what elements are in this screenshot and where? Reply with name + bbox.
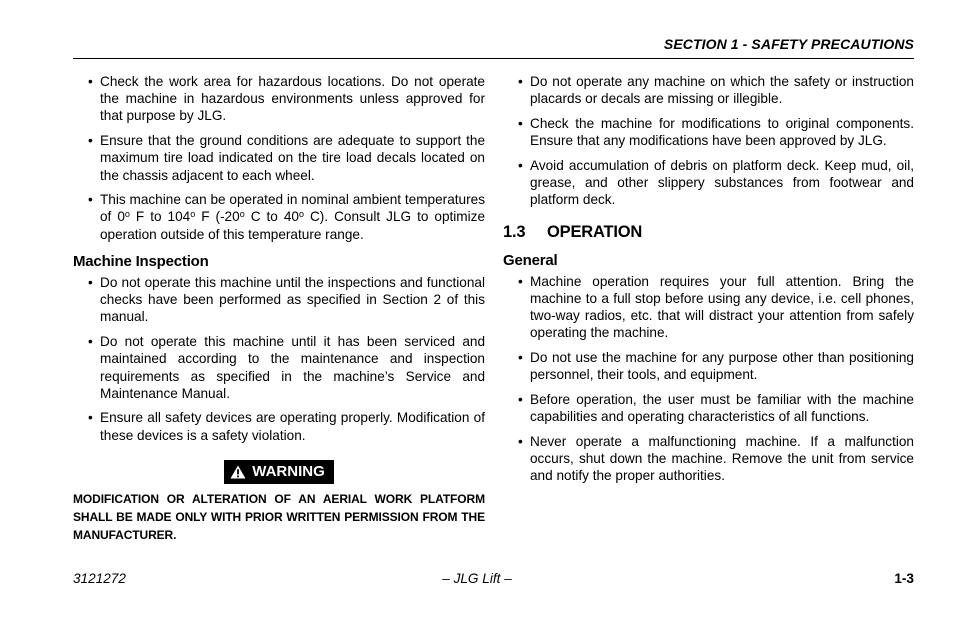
- general-list: [503, 273, 914, 485]
- machine-inspection-heading: Machine Inspection: [73, 252, 209, 270]
- degree-mark: o: [124, 209, 130, 220]
- section-header: SECTION 1 - SAFETY PRECAUTIONS: [663, 36, 914, 52]
- bullet: •: [88, 275, 93, 291]
- inspection-list: [73, 274, 485, 444]
- list-item: • Check the machine for modifications to original components. Ensure that any modifications have been approved by JLG.: [518, 115, 914, 149]
- footer-center: – JLG Lift –: [442, 571, 512, 586]
- top-list: [503, 73, 914, 208]
- degree-mark: o: [239, 209, 245, 220]
- warning-badge: [224, 460, 334, 484]
- bullet: •: [518, 350, 523, 366]
- bullet: •: [518, 392, 523, 408]
- bullet: •: [88, 334, 93, 350]
- bullet: •: [518, 115, 523, 131]
- bullet: •: [518, 433, 523, 449]
- bullet: •: [88, 133, 93, 149]
- doc-number: 3121272: [73, 571, 126, 586]
- general-heading: General: [503, 251, 558, 269]
- warning-text: MODIFICATION OR ALTERATION OF AN AERIAL WORK PLATFORM SHALL BE MADE ONLY WITH PRIOR WRITTEN PERMISSION FROM THE MANUFACTURER.: [73, 491, 485, 542]
- section-heading: [503, 224, 914, 241]
- bullet: •: [518, 74, 523, 89]
- bullet: •: [518, 273, 523, 289]
- temperature-list-item: • This machine can be operated in nominal ambient temperatures of 0$^o$ F to 104$^o$ F (-20$^o$ C to 40$^o$ C). Consult JLG to optimize operation outside of this temperature range.: [88, 192, 486, 242]
- list-item: • Never operate a malfunctioning machine. If a malfunction occurs, shut down the machine. Remove the unit from service and notify the proper authorities.: [518, 433, 914, 484]
- section-number: 1.3: [503, 223, 526, 242]
- list-item: • Ensure all safety devices are operating properly. Modification of these devices is a safety violation.: [88, 410, 485, 443]
- warning-label: WARNING: [252, 463, 325, 481]
- list-item: • Do not use the machine for any purpose other than positioning personnel, their tools, and equipment.: [518, 350, 914, 383]
- right-column: [503, 73, 914, 492]
- list-item: • Machine operation requires your full attention. Bring the machine to a full stop before using any device, i.e. cell phones, two-way radios, etc. that will distract your attention from safely operating the machine.: [518, 273, 914, 341]
- list-item: • Avoid accumulation of debris on platform deck. Keep mud, oil, grease, and other slippery substances from footwear and platform deck.: [518, 157, 914, 208]
- degree-mark: o: [190, 209, 196, 220]
- page-number: 1-3: [894, 571, 914, 586]
- list-item: • Do not operate this machine until the inspections and functional checks have been performed as specified in Section 2 of this manual.: [88, 275, 485, 325]
- bullet: •: [518, 157, 523, 173]
- list-item: • Ensure that the ground conditions are adequate to support the maximum tire load indicated on the tire load decals located on the chassis adjacent to each wheel.: [88, 133, 485, 183]
- intro-list: [73, 73, 485, 243]
- list-item: • Before operation, the user must be familiar with the machine capabilities and operating characteristics of all functions.: [518, 392, 914, 425]
- list-item: • Do not operate any machine on which the safety or instruction placards or decals are missing or illegible.: [518, 74, 914, 107]
- left-column: [73, 73, 485, 544]
- bullet: •: [88, 410, 93, 426]
- bullet: •: [88, 74, 93, 89]
- section-title: OPERATION: [547, 223, 643, 242]
- degree-mark: o: [298, 209, 304, 220]
- warning-triangle-icon: [230, 465, 246, 479]
- header-rule: [73, 58, 914, 59]
- list-item: • Check the work area for hazardous locations. Do not operate the machine in hazardous environments unless approved for that purpose by JLG.: [88, 74, 485, 124]
- bullet: •: [88, 192, 93, 208]
- warning-banner: [73, 460, 485, 484]
- list-item: • Do not operate this machine until it has been serviced and maintained according to the maintenance and inspection requirements as specified in the machine’s Service and Maintenance Manual.: [88, 334, 485, 401]
